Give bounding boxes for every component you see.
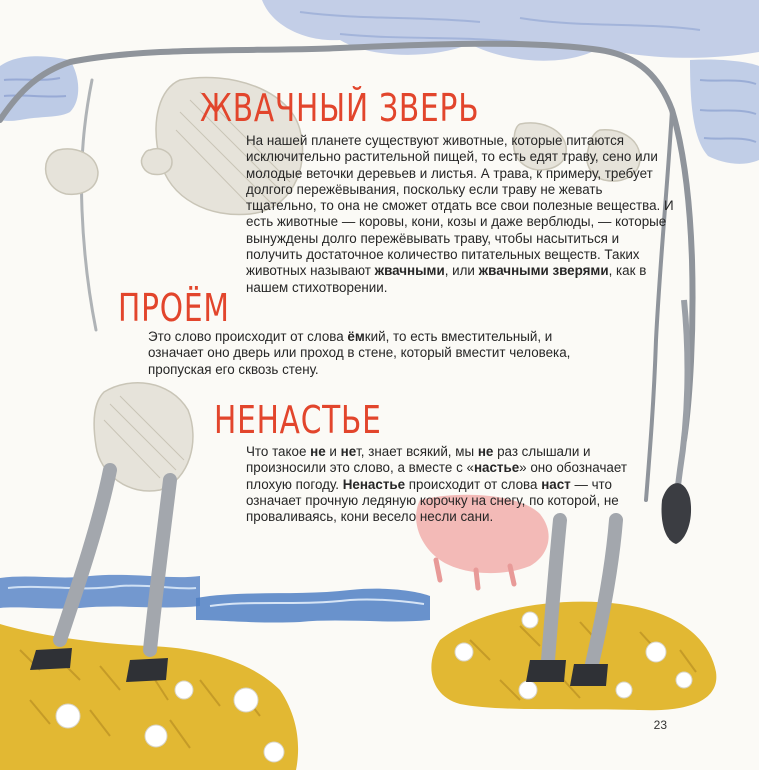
heading-nenastye: НЕНАСТЬЕ bbox=[214, 398, 382, 442]
water-left bbox=[0, 575, 200, 609]
cloud-top bbox=[262, 0, 759, 61]
paragraph-nenastye: Что такое не и нет, знает всякий, мы не раз слышали и произносили это слово, а вместе с «настье» оно обозначает плохую погоду. Ненастье происходит от слова наст — что означает прочную ледяную корочку на снегу, по которой, не проваливаясь, кони весело несли сани. bbox=[246, 444, 628, 525]
cow-tail bbox=[662, 300, 692, 544]
page-number: 23 bbox=[653, 718, 667, 732]
heading-zhvachny-zver: ЖВАЧНЫЙ ЗВЕРЬ bbox=[200, 86, 480, 130]
cloud-right bbox=[690, 59, 759, 163]
paragraph-proyom: Это слово происходит от слова ёмкий, то есть вместительный, и означает оно дверь или проход в стене, который вместит человека, пропуская его сквозь стену. bbox=[148, 329, 571, 377]
paragraph-zhvachny-zver: На нашей планете существуют животные, которые питаются исключительно растительной пищей, то есть едят траву, сено или молодые веточки деревьев и листья. А трава, к примеру, требует долгого пережёвывания, поскольку если траву не жевать тщательно, то она не сможет отдать все свои полезные вещества. И есть животные — коровы, кони, козы и даже верблюды, — которые вынуждены долго пережёвывать траву, чтобы насытиться и получить достаточное количество питательных веществ. Таких животных называют жвачными, или жвачными зверями, как в нашем стихотворении. bbox=[246, 133, 674, 295]
water-middle bbox=[196, 589, 430, 623]
heading-proyom: ПРОЁМ bbox=[118, 286, 230, 330]
ground-right bbox=[431, 602, 716, 711]
